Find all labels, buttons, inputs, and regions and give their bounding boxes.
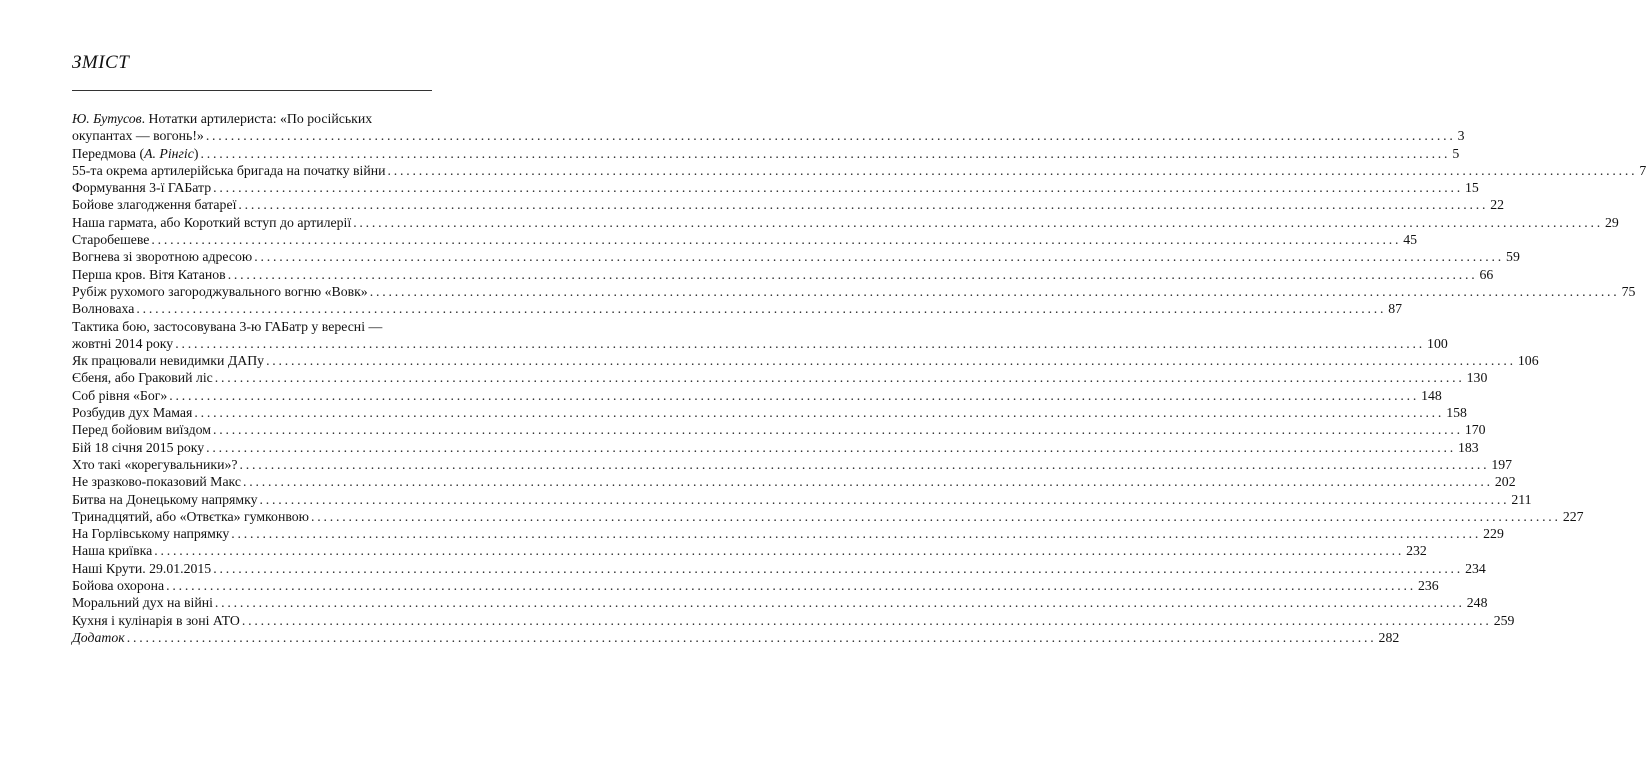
toc-page-number: 100 xyxy=(1427,335,1448,351)
toc-page-number: 45 xyxy=(1403,232,1418,248)
toc-entry-title: Наша криївка xyxy=(72,543,153,559)
dot-leader: ........................................................................................................................................................................................................ xyxy=(206,439,1456,455)
toc-entry xyxy=(72,491,1532,508)
toc-page-number: 232 xyxy=(1406,543,1427,559)
toc-entry-line xyxy=(72,369,1488,386)
toc-entry-title: Бойове злагодження батареї xyxy=(72,197,237,213)
dot-leader: ........................................................................................................................................................................................................ xyxy=(200,145,1451,161)
toc-page-number: 202 xyxy=(1494,474,1516,490)
toc-entry-line xyxy=(72,542,1427,559)
title-divider xyxy=(72,90,432,91)
toc-entry-title: 55-та окрема артилерійська бригада на початку війни xyxy=(72,162,386,178)
toc-entry xyxy=(72,318,1448,353)
toc-entry-title: Єбеня, або Граковий ліс xyxy=(72,370,213,386)
toc-entry xyxy=(72,594,1488,611)
toc-entry-first-line xyxy=(72,110,445,127)
toc-entry-title: Наші Крути. 29.01.2015 xyxy=(72,560,212,576)
toc-page-number: 229 xyxy=(1483,526,1504,542)
toc-entry-title: Тринадцятий, або «Отвєтка» гумконвою xyxy=(72,508,309,524)
toc-entry-first-line: Тактика бою, застосовувана 3-ю ГАБатр у вересні — xyxy=(72,318,383,334)
toc-entry xyxy=(72,145,1460,162)
dot-leader: ........................................................................................................................................................................................................ xyxy=(213,180,1463,196)
toc-page-number: 170 xyxy=(1464,422,1486,438)
toc-entry-line xyxy=(72,283,1636,300)
toc-entry xyxy=(72,456,1513,473)
toc-entry-line xyxy=(72,594,1488,611)
toc-entry-title: На Горлівському напрямку xyxy=(72,526,230,542)
toc-entry-title: Наша гармата, або Короткий вступ до артилерії xyxy=(72,214,352,230)
toc-entry-title: Соб рівня «Бог» xyxy=(72,387,168,403)
toc-entry-line xyxy=(72,508,1584,525)
toc-entry xyxy=(72,404,1467,421)
toc-page-number: 236 xyxy=(1417,578,1439,594)
dot-leader: ........................................................................................................................................................................................................ xyxy=(205,128,1456,144)
toc-entry-line xyxy=(72,179,1479,196)
toc-page-number: 158 xyxy=(1446,405,1467,421)
toc-entry-author: Ю. Бутусов xyxy=(72,111,142,126)
toc-entry-title: Перед бойовим виїздом xyxy=(72,422,211,438)
toc-entry xyxy=(72,560,1486,577)
toc-entry-line xyxy=(72,145,1460,162)
toc-page-number: 7 xyxy=(1639,162,1646,178)
dot-leader: ........................................................................................................................................................................................................ xyxy=(259,491,1510,507)
toc-entry xyxy=(72,214,1619,231)
toc-entry-title: Перша кров. Вітя Катанов xyxy=(72,266,226,282)
toc-entry-title: Рубіж рухомого загороджувального вогню «Вовк» xyxy=(72,283,368,299)
toc-entry-title: Бойова охорона xyxy=(72,578,165,594)
toc-page-number: 211 xyxy=(1511,491,1532,507)
toc-entry-line xyxy=(72,456,1513,473)
dot-leader: ........................................................................................................................................................................................................ xyxy=(238,197,1489,213)
toc-page-number: 259 xyxy=(1493,612,1515,628)
toc-entry-line xyxy=(72,266,1494,283)
toc-entry-title: окупантах — вогонь!» xyxy=(72,128,204,144)
toc-entry-line xyxy=(72,300,1403,317)
toc-entry xyxy=(72,352,1539,369)
toc-entry xyxy=(72,231,1418,248)
toc-entry-title: Хто такі «корегувальники»? xyxy=(72,456,238,472)
dot-leader: ........................................................................................................................................................................................................ xyxy=(353,214,1604,230)
toc-page-number: 130 xyxy=(1466,370,1488,386)
toc-entry xyxy=(72,387,1442,404)
toc-entry-title-part: Передмова ( xyxy=(72,145,145,161)
toc-entry-line xyxy=(72,525,1504,542)
toc-entry-title-part: . Нотатки артилериста: «По російських xyxy=(141,111,373,126)
toc-page-number: 248 xyxy=(1466,595,1488,611)
toc-entry-title: Формування 3-ї ГАБатр xyxy=(72,180,212,196)
dot-leader: ........................................................................................................................................................................................................ xyxy=(254,249,1505,265)
dot-leader: ........................................................................................................................................................................................................ xyxy=(136,301,1387,317)
dot-leader: ........................................................................................................................................................................................................ xyxy=(166,578,1416,594)
toc-entry-title: Як працювали невидимки ДАПу xyxy=(72,353,265,369)
toc-entry-line xyxy=(72,127,1465,144)
toc-entry xyxy=(72,162,1646,179)
toc-entry-line xyxy=(72,473,1516,490)
toc-entry xyxy=(72,525,1504,542)
toc-page-number: 22 xyxy=(1490,197,1505,213)
toc-page-number: 197 xyxy=(1491,456,1513,472)
toc-entry-title: Кухня і кулінарія в зоні АТО xyxy=(72,612,240,628)
dot-leader: ........................................................................................................................................................................................................ xyxy=(213,422,1463,438)
toc-entry xyxy=(72,266,1494,283)
dot-leader: ........................................................................................................................................................................................................ xyxy=(126,629,1377,645)
toc-page-number: 66 xyxy=(1479,266,1494,282)
dot-leader: ........................................................................................................................................................................................................ xyxy=(241,612,1492,628)
toc-entry-author: А. Рінгіс xyxy=(144,145,194,161)
toc-entry xyxy=(72,629,1400,646)
toc-entry-line xyxy=(72,560,1486,577)
dot-leader: ........................................................................................................................................................................................................ xyxy=(151,232,1402,248)
toc-entry-title: Вогнева зі зворотною адресою xyxy=(72,249,253,265)
dot-leader: ........................................................................................................................................................................................................ xyxy=(369,283,1620,299)
toc-entry-title: жовтні 2014 року xyxy=(72,335,174,351)
toc-entry-line xyxy=(72,214,1619,231)
toc-page-number: 15 xyxy=(1464,180,1479,196)
toc-entry-line xyxy=(72,162,1646,179)
dot-leader: ........................................................................................................................................................................................................ xyxy=(239,456,1490,472)
toc-page-number: 87 xyxy=(1388,301,1403,317)
toc-entry xyxy=(72,508,1584,525)
toc-entry-title: Розбудив дух Мамая xyxy=(72,405,193,421)
toc-page-number: 75 xyxy=(1621,283,1636,299)
toc-entry xyxy=(72,179,1479,196)
dot-leader: ........................................................................................................................................................................................................ xyxy=(154,543,1405,559)
dot-leader: ........................................................................................................................................................................................................ xyxy=(231,526,1482,542)
dot-leader: ........................................................................................................................................................................................................ xyxy=(243,474,1493,490)
toc-entry xyxy=(72,283,1636,300)
dot-leader: ........................................................................................................................................................................................................ xyxy=(169,387,1420,403)
toc-entry-line xyxy=(72,248,1520,265)
toc-entry-line xyxy=(72,196,1505,213)
toc-entry xyxy=(72,473,1516,490)
toc-page-number: 148 xyxy=(1421,387,1442,403)
toc-entry-line xyxy=(72,629,1400,646)
dot-leader: ........................................................................................................................................................................................................ xyxy=(266,353,1516,369)
toc-entry xyxy=(72,196,1505,213)
dot-leader: ........................................................................................................................................................................................................ xyxy=(214,595,1465,611)
toc-page-number: 3 xyxy=(1457,128,1465,144)
toc-entry-title: Не зразково-показовий Макс xyxy=(72,474,242,490)
dot-leader: ........................................................................................................................................................................................................ xyxy=(175,335,1426,351)
toc-entry-title: Старобешеве xyxy=(72,232,150,248)
toc-entry-line xyxy=(72,352,1539,369)
dot-leader: ........................................................................................................................................................................................................ xyxy=(213,560,1464,576)
toc-entry-line xyxy=(72,612,1515,629)
toc-page-number: 234 xyxy=(1465,560,1486,576)
dot-leader: ........................................................................................................................................................................................................ xyxy=(214,370,1465,386)
dot-leader: ........................................................................................................................................................................................................ xyxy=(227,266,1478,282)
toc-entry-title: Волноваха xyxy=(72,301,135,317)
toc-entry xyxy=(72,542,1427,559)
toc-page-number: 183 xyxy=(1458,439,1479,455)
toc-entry xyxy=(72,369,1488,386)
toc-entry xyxy=(72,577,1439,594)
toc-entry-line xyxy=(72,421,1486,438)
toc-entry xyxy=(72,421,1486,438)
dot-leader: ........................................................................................................................................................................................................ xyxy=(310,508,1561,524)
toc-entry-line xyxy=(72,491,1532,508)
toc-entry-title: Додаток xyxy=(72,629,125,645)
toc-entry-line xyxy=(72,335,1448,352)
toc-entry-line xyxy=(72,404,1467,421)
toc-entry-title: Битва на Донецькому напрямку xyxy=(72,491,258,507)
toc-entry-title-part: ) xyxy=(193,145,199,161)
dot-leader: ........................................................................................................................................................................................................ xyxy=(387,162,1638,178)
toc-page-number: 227 xyxy=(1562,508,1584,524)
toc-entry xyxy=(72,248,1520,265)
toc-entry-title xyxy=(72,145,198,162)
toc-entry-title: Бій 18 січня 2015 року xyxy=(72,439,205,455)
toc-entry-line xyxy=(72,231,1418,248)
toc-page-number: 282 xyxy=(1378,629,1400,645)
toc-entry-title: Моральний дух на війні xyxy=(72,595,213,611)
toc-page-number: 59 xyxy=(1506,249,1520,265)
toc-entry-line xyxy=(72,577,1439,594)
toc-entry xyxy=(72,300,1403,317)
toc-entry xyxy=(72,612,1515,629)
toc-entry-line xyxy=(72,387,1442,404)
toc-entry xyxy=(72,439,1479,456)
toc-entry-line xyxy=(72,439,1479,456)
toc-page-number: 29 xyxy=(1605,214,1619,230)
table-of-contents xyxy=(72,110,1646,646)
page-title: ЗМІСТ xyxy=(72,52,130,73)
dot-leader: ........................................................................................................................................................................................................ xyxy=(194,405,1445,421)
toc-page-number: 5 xyxy=(1452,145,1460,161)
toc-entry xyxy=(72,110,1465,145)
toc-page-number: 106 xyxy=(1517,353,1539,369)
